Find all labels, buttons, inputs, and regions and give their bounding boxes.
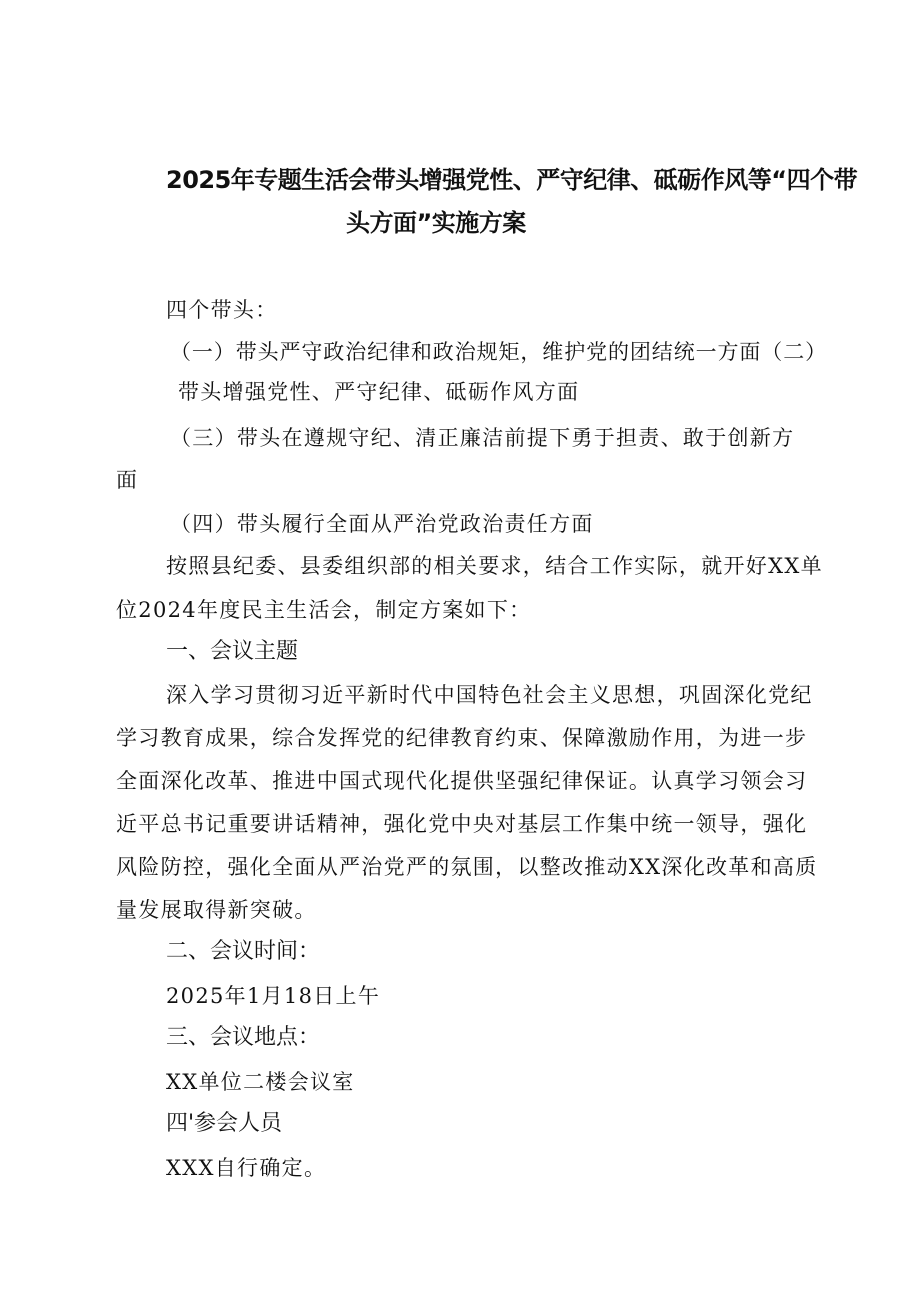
section-1-line: 学习教育成果，综合发挥党的纪律教育约束、保障激励作用，为进一步 [116, 726, 808, 750]
document-title-line-1: 2025年专题生活会带头增强党性、严守纪律、砥砺作风等“四个带 [166, 166, 858, 194]
item-3-line-1: （三）带头在遵规守纪、清正廉洁前提下勇于担责、敢于创新方 [170, 426, 795, 450]
item-1-line-2: 带头增强党性、严守纪律、砥砺作风方面 [178, 380, 580, 404]
item-1-line-1: （一）带头严守政治纪律和政治规矩，维护党的团结统一方面（二） [170, 340, 827, 364]
section-3-heading: 三、会议地点： [166, 1025, 321, 1050]
document-title-line-2: 头方面”实施方案 [346, 209, 526, 237]
section-1-heading: 一、会议主题 [166, 639, 299, 664]
item-3-line-2: 面 [116, 468, 139, 492]
section-1-line: 风险防控，强化全面从严治党严的氛围，以整改推动XX深化改革和高质 [116, 855, 818, 879]
section-1-line: 全面深化改革、推进中国式现代化提供坚强纪律保证。认真学习领会习 [116, 769, 808, 793]
preface-line-1: 按照县纪委、县委组织部的相关要求，结合工作实际，就开好XX单 [166, 554, 823, 578]
attendees-text: XXX自行确定。 [166, 1156, 327, 1180]
intro-label: 四个带头： [166, 298, 278, 322]
meeting-location: XX单位二楼会议室 [166, 1070, 355, 1094]
section-4-heading: 四'参会人员 [166, 1111, 283, 1136]
section-2-heading: 二、会议时间： [166, 939, 321, 964]
section-1-line: 量发展取得新突破。 [116, 898, 317, 922]
section-1-line: 深入学习贯彻习近平新时代中国特色社会主义思想，巩固深化党纪 [166, 683, 813, 707]
section-1-line: 近平总书记重要讲话精神，强化党中央对基层工作集中统一领导，强化 [116, 812, 808, 836]
meeting-time: 2025年1月18日上午 [166, 984, 381, 1008]
preface-line-2: 位2024年度民主生活会，制定方案如下： [116, 598, 532, 622]
item-4: （四）带头履行全面从严治党政治责任方面 [170, 512, 594, 536]
